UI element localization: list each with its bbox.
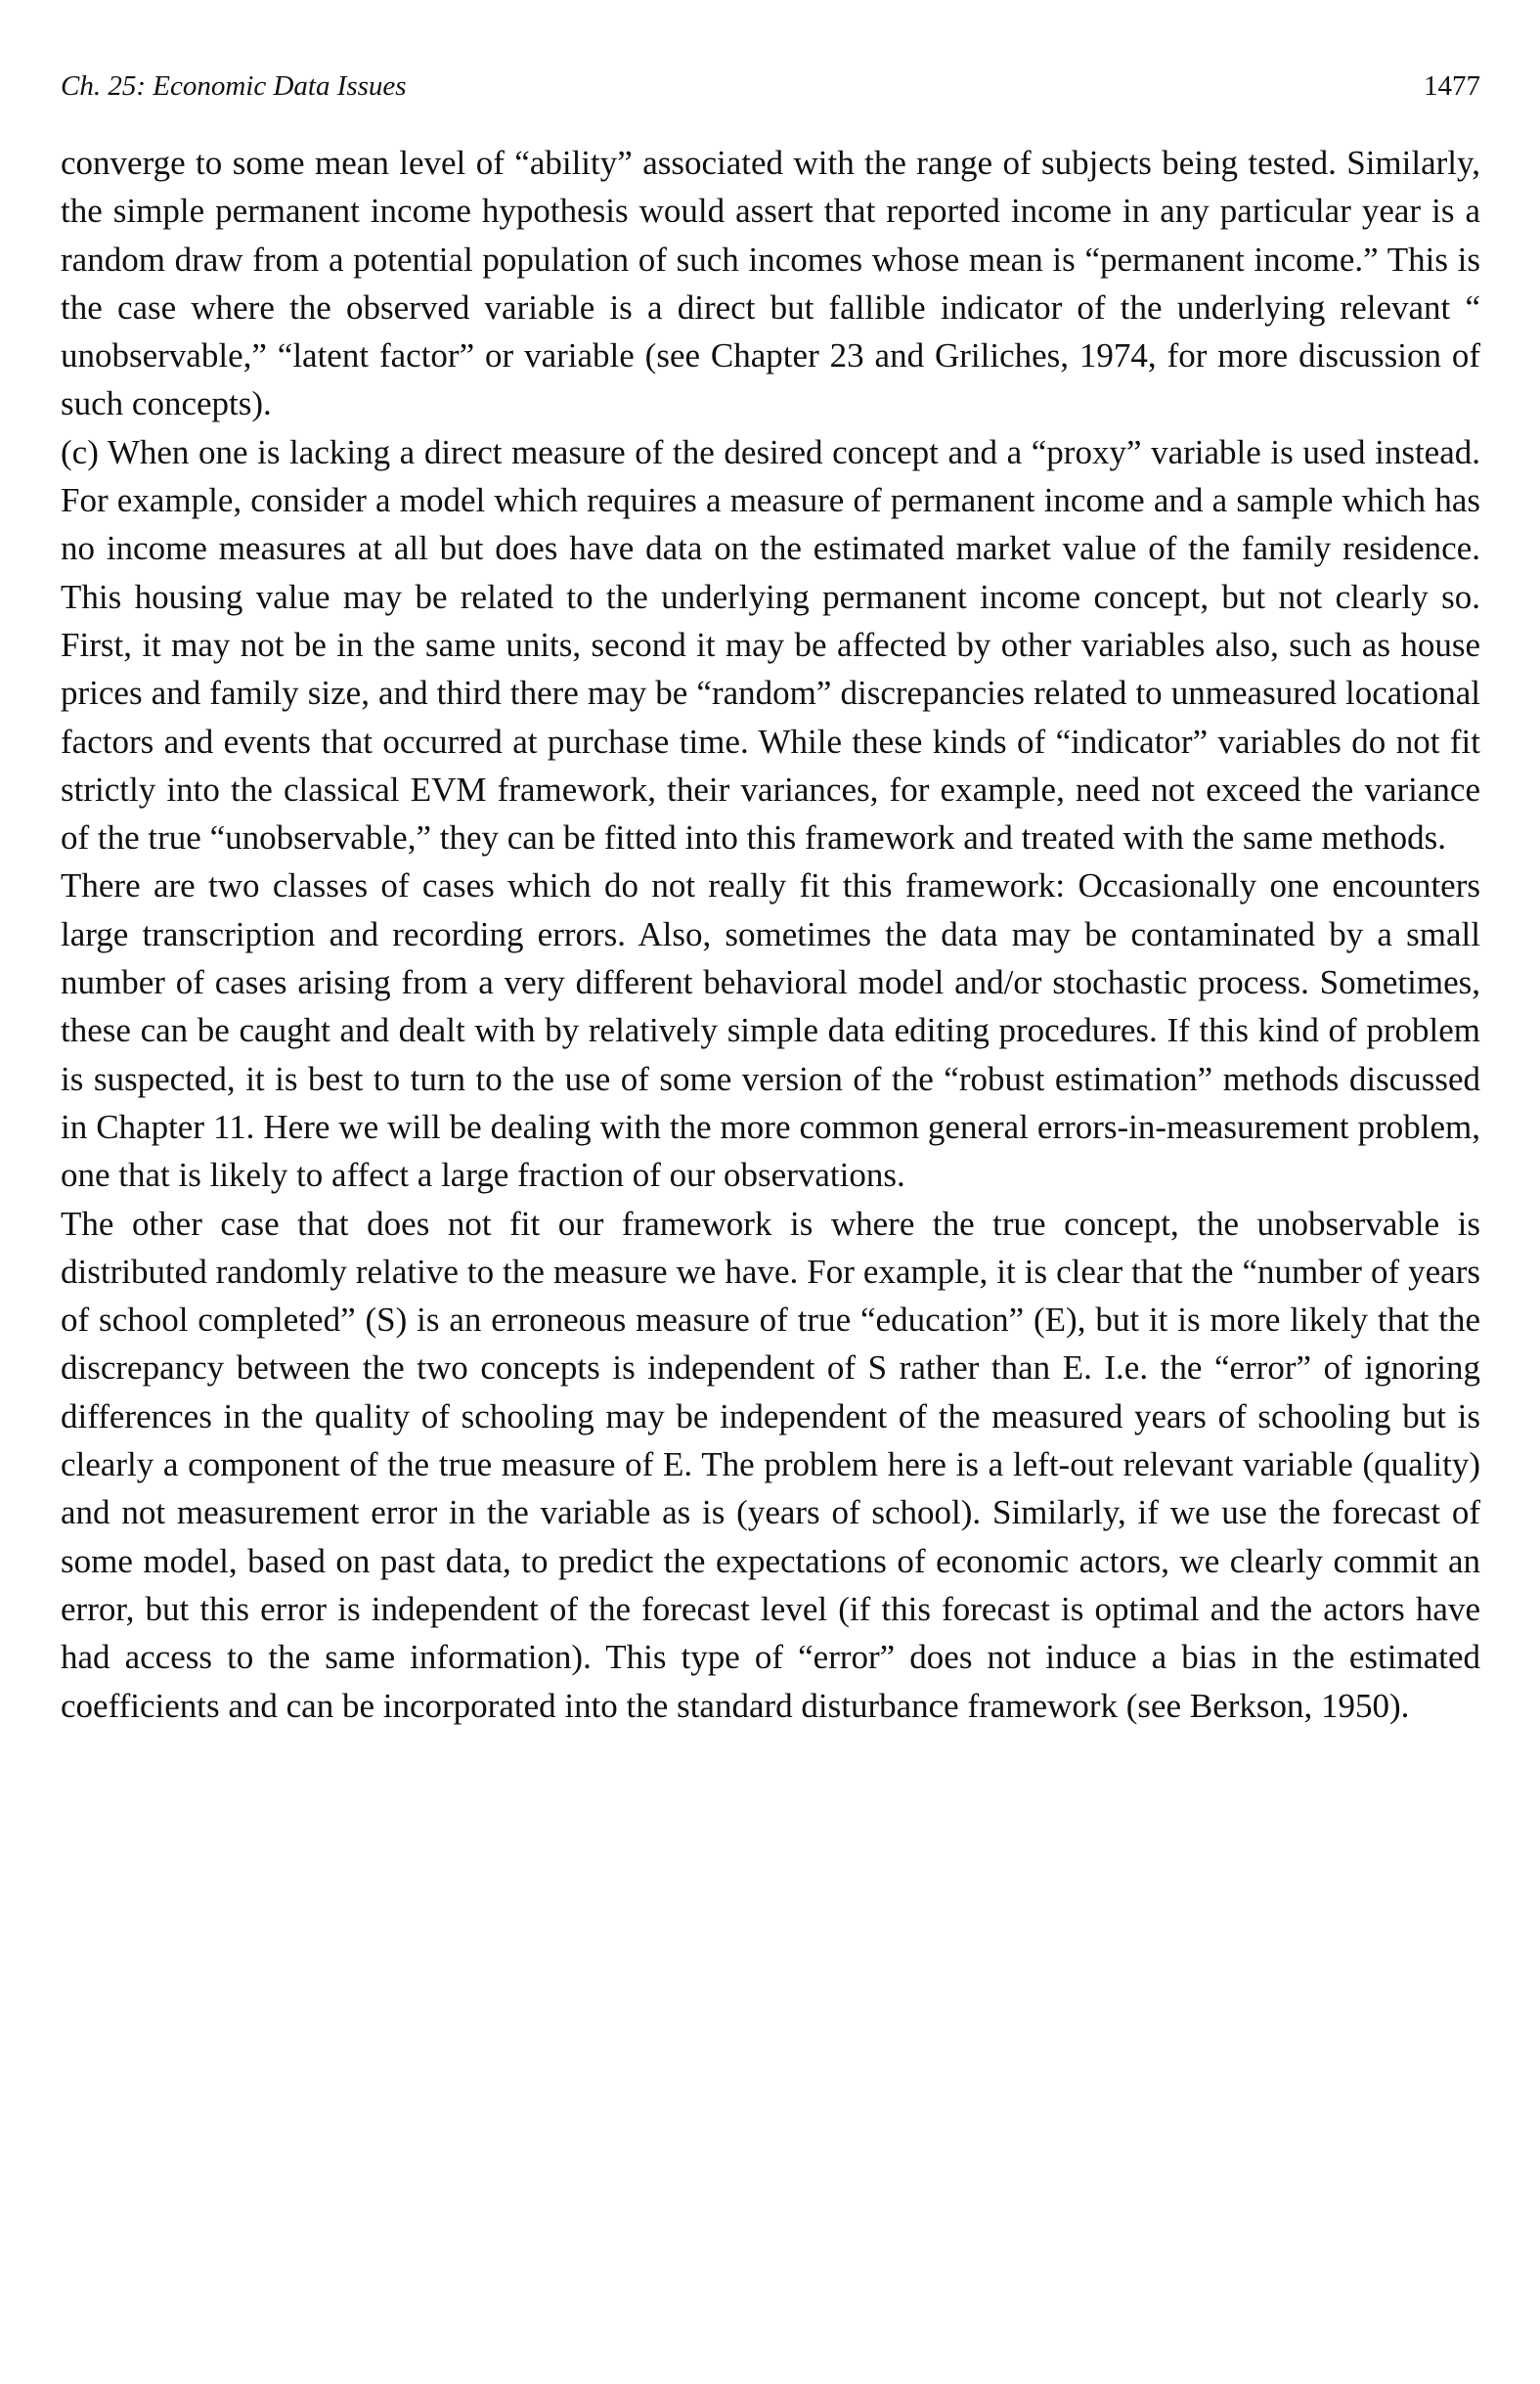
paragraph-two-classes: There are two classes of cases which do not really fit this framework: Occasionally one encounters large transcription and recording errors. Also, sometimes the data may be contaminated by a small number of cases arising from a very different behavioral model and/or stochastic process. Sometimes, these can be caught and dealt with by relatively simple data editing procedures. If this kind of problem is suspected, it is best to turn to the use of some version of the “robust estimation” methods discussed in Chapter 11. Here we will be dealing with the more common general errors-in-measurement problem, one that is likely to affect a large fraction of our observations. bbox=[61, 866, 1480, 1195]
running-head bbox=[61, 61, 1480, 111]
paragraph-other-case: The other case that does not fit our framework is where the true concept, the unobservable is distributed randomly relative to the measure we have. For example, it is clear that the “number of years of school completed” (S) is an erroneous measure of true “education” (E), but it is more likely that the discrepancy between the two concepts is independent of S rather than E. I.e. the “error” of ignoring differences in the quality of schooling may be independent of the measured years of schooling but is clearly a component of the true measure of E. The problem here is a left-out relevant variable (quality) and not measurement error in the variable as is (years of school). Similarly, if we use the forecast of some model, based on past data, to predict the expectations of economic actors, we clearly commit an error, but this error is independent of the forecast level (if this forecast is optimal and the actors have had access to the same information). This type of “error” does not induce a bias in the estimated coefficients and can be incorporated into the standard disturbance framework (see Berkson, 1950). bbox=[61, 1204, 1480, 1725]
page-number: 1477 bbox=[1424, 70, 1480, 102]
paragraph-continuation: converge to some mean level of “ability” associated with the range of subjects being tested. Similarly, the simple permanent income hypothesis would assert that reported income in any particular year is a random draw from a potential population of such incomes whose mean is “permanent income.” This is the case where the observed variable is a direct but fallible indicator of the underlying relevant “ unobservable,” “latent factor” or variable (see Chapter 23 and Griliches, 1974, for more discussion of such concepts). bbox=[61, 144, 1480, 423]
paragraph-proxy-variable: (c) When one is lacking a direct measure of the desired concept and a “proxy” variable is used instead. For example, consider a model which requires a measure of permanent income and a sample which has no income measures at all but does have data on the estimated market value of the family residence. This housing value may be related to the underlying permanent income concept, but not clearly so. First, it may not be in the same units, second it may be affected by other variables also, such as house prices and family size, and third there may be “random” discrepancies related to unmeasured locational factors and events that occurred at purchase time. While these kinds of “indicator” variables do not fit strictly into the classical EVM framework, their variances, for example, need not exceed the variance of the true “unobservable,” they can be fitted into this framework and treated with the same methods. bbox=[61, 432, 1480, 858]
body-text bbox=[61, 139, 1480, 1730]
document-page bbox=[61, 61, 1480, 1730]
chapter-title: Ch. 25: Economic Data Issues bbox=[61, 70, 407, 102]
